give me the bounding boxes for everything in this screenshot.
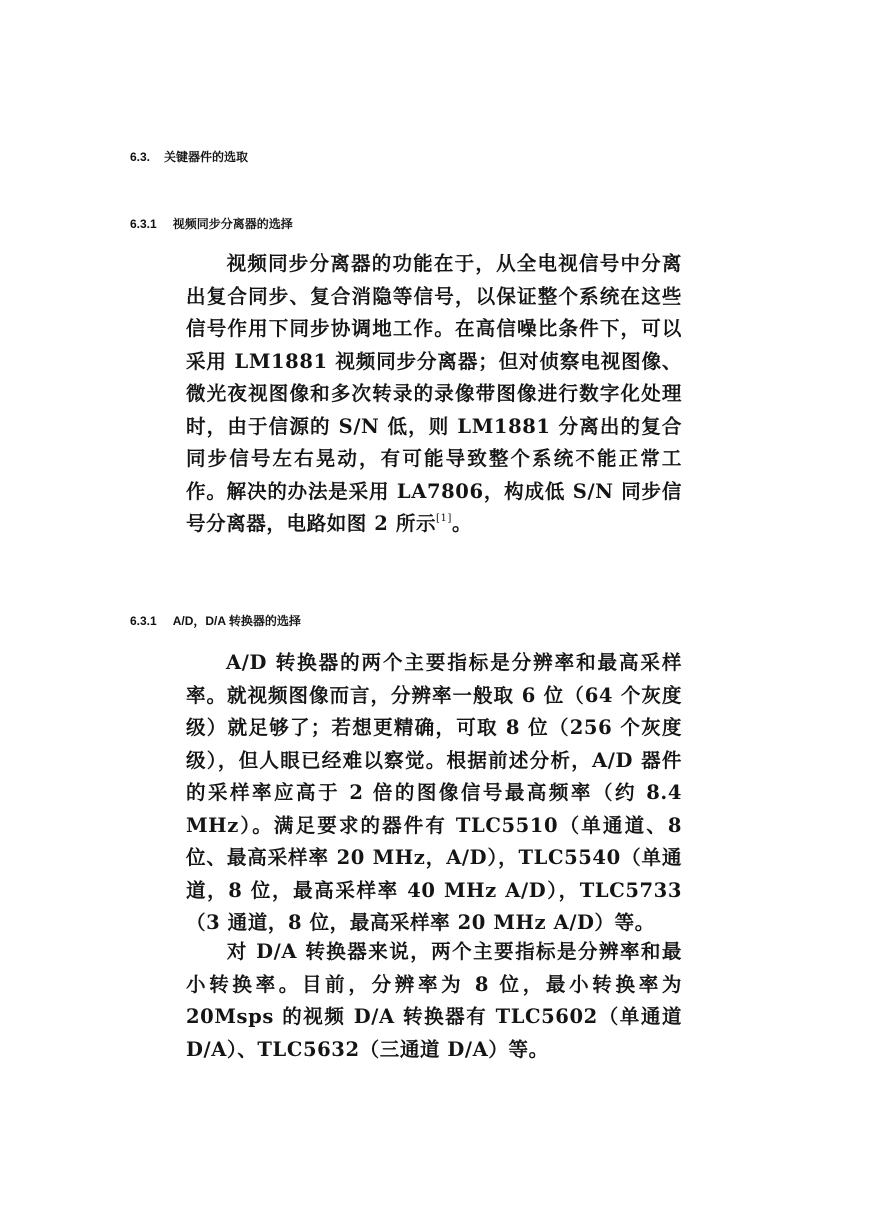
paragraph-end-mark: 。 <box>452 512 473 535</box>
paragraph-video-sync <box>186 248 682 541</box>
section-heading-6-3 <box>130 149 248 165</box>
section-number: 6.3. <box>130 150 151 164</box>
section-title: 关键器件的选取 <box>164 150 249 164</box>
subsection-heading-ad-da <box>130 613 301 629</box>
paragraph-ad-converter <box>186 647 682 940</box>
subsection-number: 6.3.1 <box>130 614 157 628</box>
paragraph-da-converter <box>186 936 682 1066</box>
subsection-number: 6.3.1 <box>130 217 157 231</box>
subsection-title: 视频同步分离器的选择 <box>172 217 293 231</box>
paragraph-text: A/D 转换器的两个主要指标是分辨率和最高采样率。就视频图像而言，分辨率一般取 6 位（64 个灰度级）就足够了；若想更精确，可取 8 位（256 个灰度级），但人眼已经难以察觉。根据前述分析，A/D 器件的采样率应高于 2 倍的图像信号最高频率（约 8.4 MHz）。满足要求的器件有 TLC5510（单通道、8 位、最高采样率 20 MHz，A/D），TLC5540（单通道，8 位，最高采样率 40 MHz A/D），TLC5733（3 通道，8 位，最高采样率 20 MHz A/D）等。 <box>186 651 682 934</box>
citation-reference: [1] <box>436 513 453 524</box>
subsection-title: A/D，D/A 转换器的选择 <box>172 614 301 628</box>
subsection-heading-video-sync <box>130 216 293 232</box>
paragraph-text: 视频同步分离器的功能在于，从全电视信号中分离出复合同步、复合消隐等信号，以保证整个系统在这些信号作用下同步协调地工作。在高信噪比条件下，可以采用 LM1881 视频同步分离器；但对侦察电视图像、微光夜视图像和多次转录的录像带图像进行数字化处理时，由于信源的 S/N 低，则 LM1881 分离出的复合同步信号左右晃动，有可能导致整个系统不能正常工作。解决的办法是采用 LA7806，构成低 S/N 同步信号分离器，电路如图 2 所示 <box>186 252 682 535</box>
paragraph-text: 对 D/A 转换器来说，两个主要指标是分辨率和最小转换率。目前，分辨率为 8 位，最小转换率为 20Msps 的视频 D/A 转换器有 TLC5602（单通道 D/A）、TLC5632（三通道 D/A）等。 <box>186 940 682 1061</box>
